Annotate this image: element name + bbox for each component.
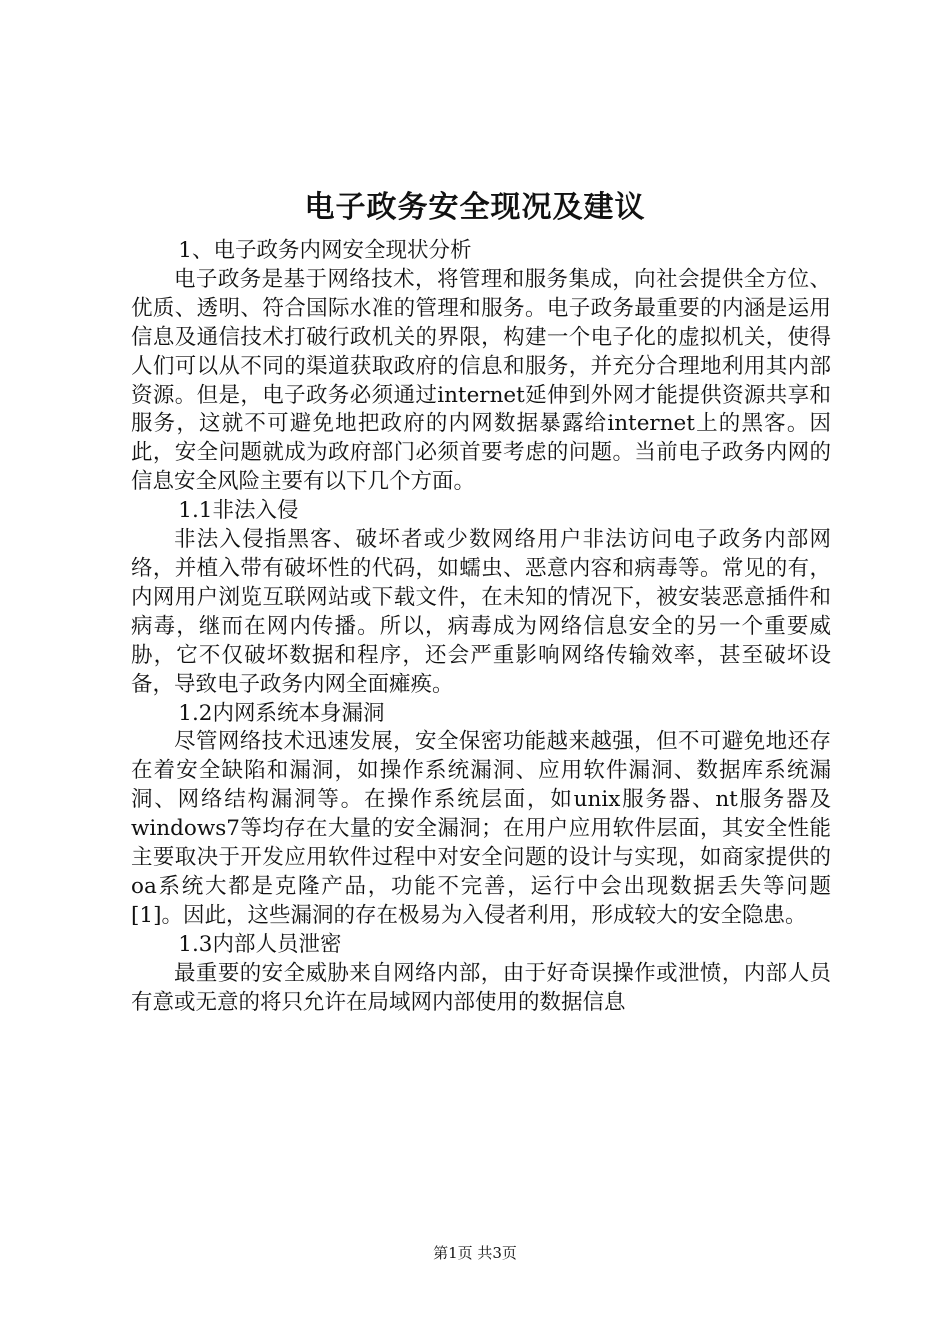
paragraph-insider-leak: 最重要的安全威胁来自网络内部，由于好奇误操作或泄愤，内部人员有意或无意的将只允许在局域网内部使用的数据信息 [131, 960, 831, 1015]
paragraph-illegal-intrusion: 非法入侵指黑客、破坏者或少数网络用户非法访问电子政务内部网络，并植入带有破坏性的代码，如蠕虫、恶意内容和病毒等。常见的有，内网用户浏览互联网站或下载文件，在未知的情况下，被安装恶意插件和病毒，继而在网内传播。所以，病毒成为网络信息安全的另一个重要威胁，它不仅破坏数据和程序，还会严重影响网络传输效率，甚至破坏设备，导致电子政务内网全面瘫痪。 [131, 527, 831, 697]
section-heading-1: 1、电子政务内网安全现状分析 [178, 238, 472, 263]
document-title: 电子政务安全现况及建议 [304, 190, 646, 225]
section-heading-1-2: 1.2内网系统本身漏洞 [178, 700, 385, 726]
paragraph-system-vulnerabilities: 尽管网络技术迅速发展，安全保密功能越来越强，但不可避免地还存在着安全缺陷和漏洞，如操作系统漏洞、应用软件漏洞、数据库系统漏洞、网络结构漏洞等。在操作系统层面，如unix服务器、nt服务器及windows7等均存在大量的安全漏洞；在用户应用软件层面，其安全性能主要取决于开发应用软件过程中对安全问题的设计与实现，如商家提供的oa系统大都是克隆产品，功能不完善，运行中会出现数据丢失等问题[1]。因此，这些漏洞的存在极易为入侵者利用，形成较大的安全隐患。 [131, 729, 831, 928]
section-heading-1-1: 1.1非法入侵 [178, 498, 299, 524]
document-body [131, 237, 831, 1017]
page-footer: 第1页 共3页 [433, 1244, 517, 1262]
paragraph-intro: 电子政务是基于网络技术，将管理和服务集成，向社会提供全方位、优质、透明、符合国际水准的管理和服务。电子政务最重要的内涵是运用信息及通信技术打破行政机关的界限，构建一个电子化的虚拟机关，使得人们可以从不同的渠道获取政府的信息和服务，并充分合理地利用其内部资源。但是，电子政务必须通过internet延伸到外网才能提供资源共享和服务，这就不可避免地把政府的内网数据暴露给internet上的黑客。因此，安全问题就成为政府部门必须首要考虑的问题。当前电子政务内网的信息安全风险主要有以下几个方面。 [131, 266, 831, 495]
section-heading-1-3: 1.3内部人员泄密 [178, 931, 342, 957]
